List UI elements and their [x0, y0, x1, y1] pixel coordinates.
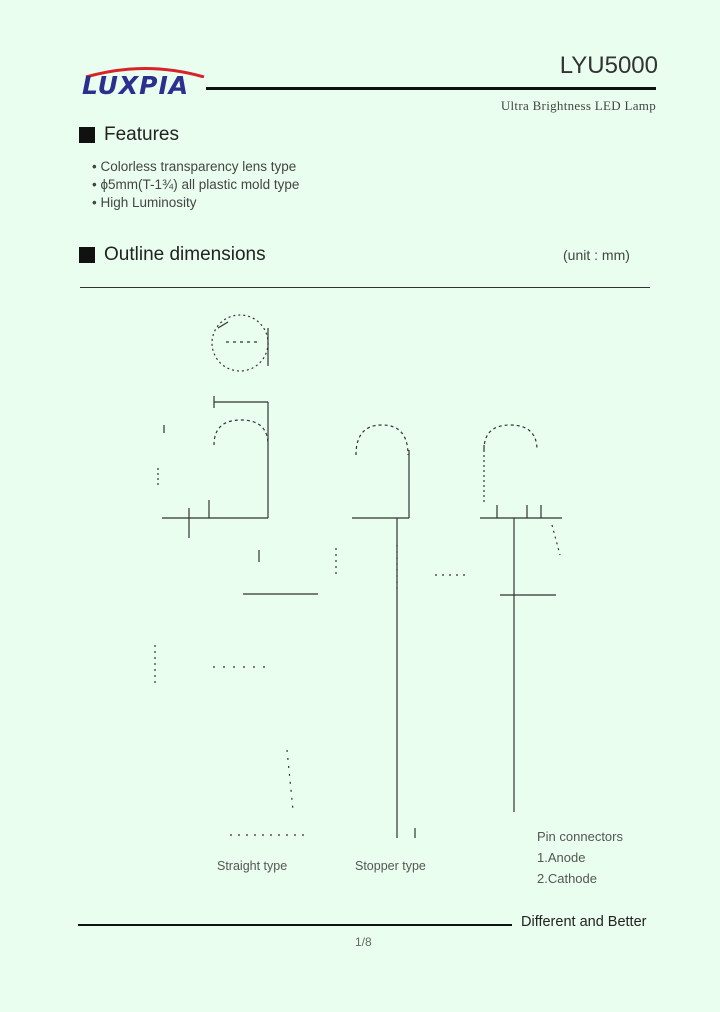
- top-view-leader: [218, 322, 228, 328]
- header-rule: [206, 87, 656, 90]
- features-heading: Features: [104, 124, 179, 145]
- feature-item: • ϕ5mm(T-1¾) all plastic mold type: [92, 177, 300, 192]
- side-lens-dome: [484, 425, 537, 450]
- features-square-bullet: [79, 127, 95, 143]
- dim-dots: [287, 750, 293, 810]
- outline-drawing: [0, 290, 720, 850]
- stopper-type-drawing: [336, 425, 465, 838]
- company-logo: [82, 70, 208, 102]
- footer-tagline: Different and Better: [521, 914, 647, 930]
- straight-type-drawing: [155, 396, 318, 835]
- document-subtitle: Ultra Brightness LED Lamp: [500, 98, 656, 113]
- straight-lens-dome: [214, 420, 268, 445]
- stopper-type-caption: Stopper type: [355, 859, 426, 873]
- feature-item: • Colorless transparency lens type: [92, 159, 297, 174]
- dim-dots: [552, 525, 560, 555]
- outline-square-bullet: [79, 247, 95, 263]
- page-number: 1/8: [355, 935, 372, 949]
- side-view-drawing: [480, 425, 562, 812]
- straight-type-caption: Straight type: [217, 859, 288, 873]
- feature-item: • High Luminosity: [92, 195, 197, 210]
- footer-rule: [78, 924, 512, 926]
- top-view-lens-outline: [212, 315, 268, 371]
- features-list: [92, 158, 299, 212]
- logo-text: LUXPIA: [82, 71, 190, 100]
- section-rule: [80, 287, 650, 288]
- part-number: LYU5000: [559, 52, 658, 79]
- unit-label: (unit : mm): [563, 247, 630, 263]
- pin-item: 2.Cathode: [537, 871, 597, 886]
- top-view: [212, 315, 268, 371]
- pin-connectors-title: Pin connectors: [537, 829, 623, 844]
- outline-heading: Outline dimensions: [104, 244, 266, 265]
- pin-item: 1.Anode: [537, 850, 586, 865]
- pin-connectors: [537, 826, 623, 889]
- stopper-lens-dome: [356, 425, 408, 455]
